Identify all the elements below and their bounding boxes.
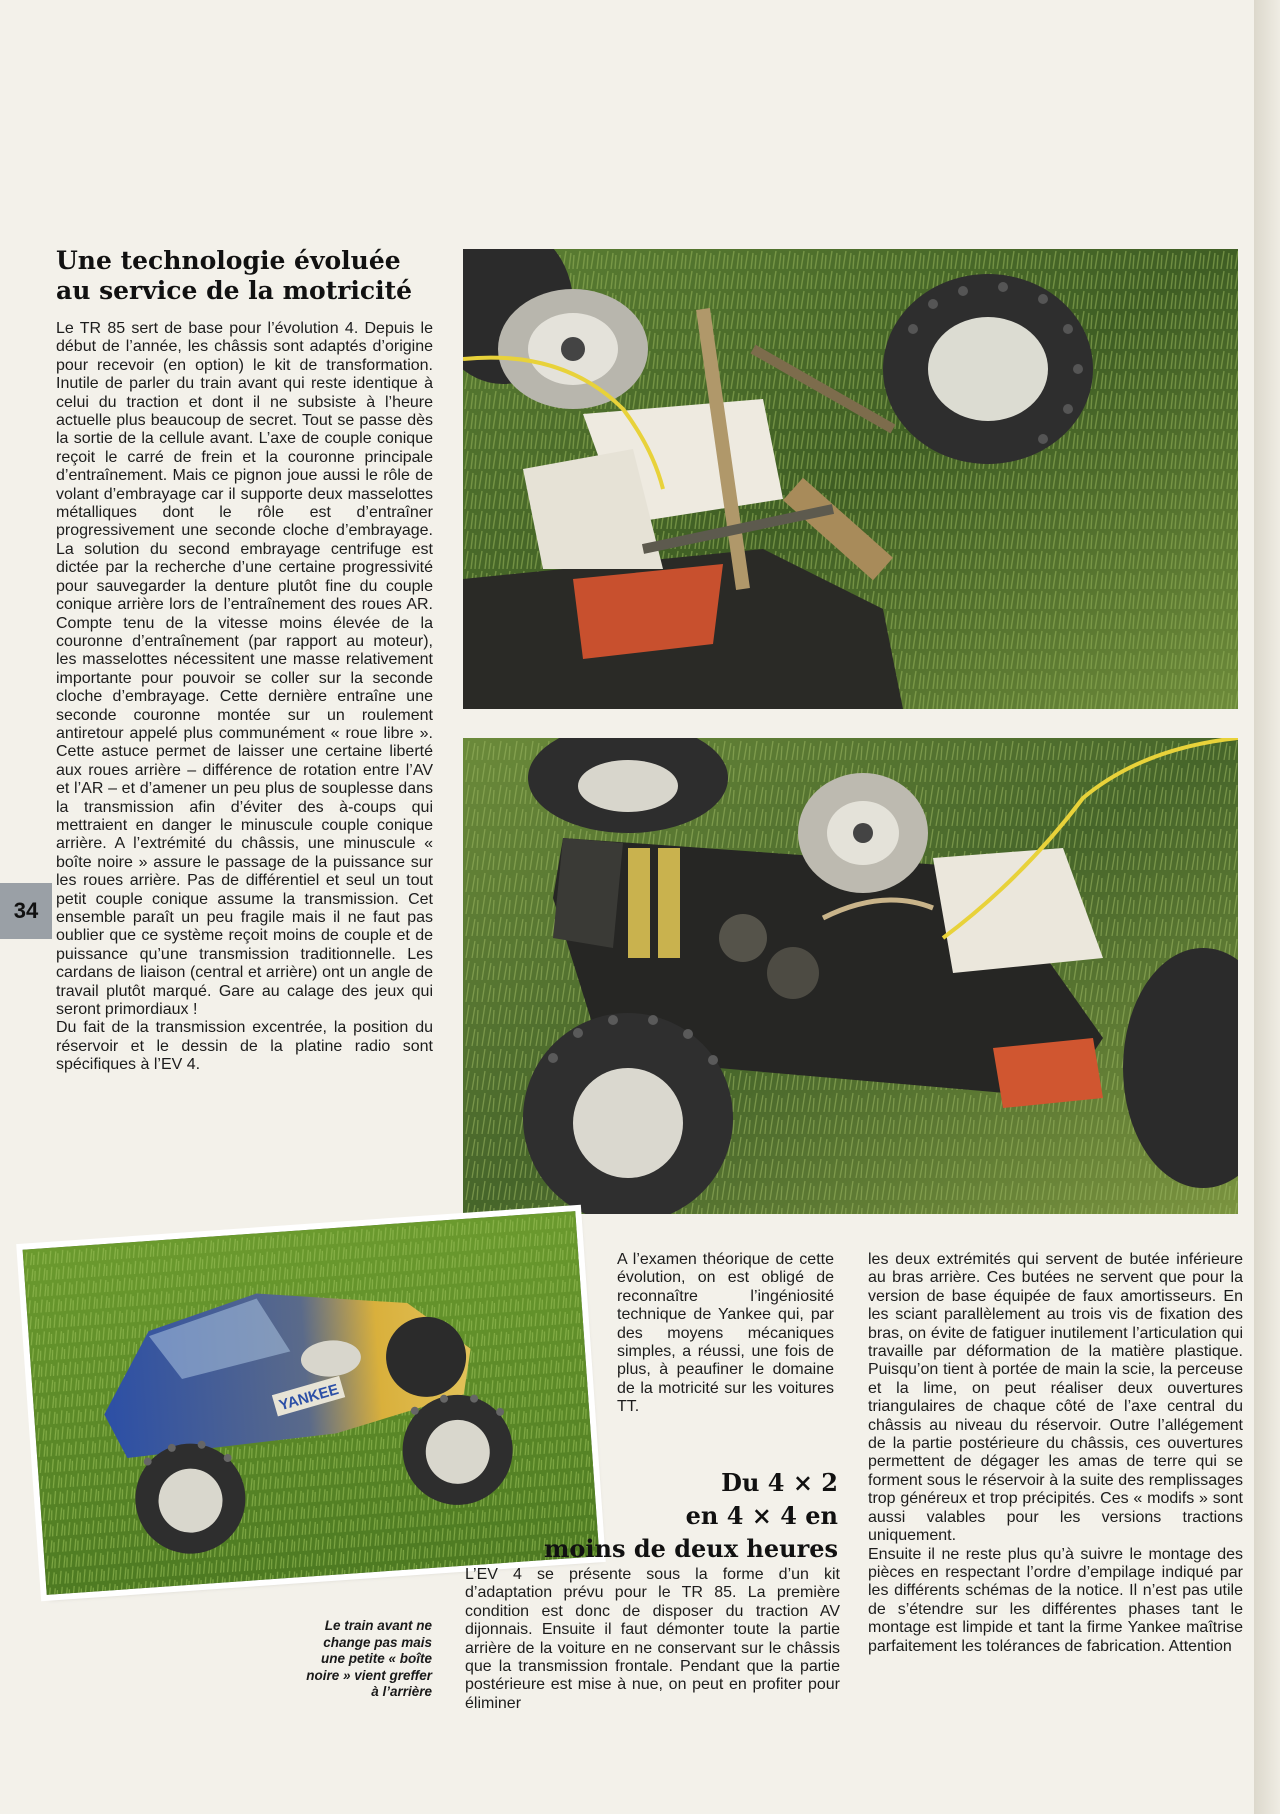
- col3-paragraph: L’EV 4 se présente sous la forme d’un kit d’adaptation prévu pour le TR 85. La première condition est donc de disposer du traction AV dijonnais. Ensuite il faut démonter toute la partie arrière de la voiture en ne conservant sur le châssis que la transmission frontale. Pendant que la partie postérieure est mise à nue, on peut en profiter pour éliminer: [465, 1566, 840, 1712]
- col4-paragraph-2: Ensuite il ne reste plus qu’à suivre le montage des pièces en respectant l’ordre d’empilage indiqué par les différents schémas de la notice. Il n’est pas utile de s’étendre sur les différentes phases tant le montage est limpide et tant la firme Yankee maîtrise parfaitement les tolérances de fabrication. Attention: [868, 1545, 1243, 1655]
- car-yankee-label: YANKEE: [277, 1381, 341, 1415]
- col1-paragraph-2: Du fait de la transmission excentrée, la position du réservoir et le dessin de la platine radio sont spécifiques à l’EV 4.: [56, 1019, 433, 1074]
- page-number: 34: [13, 898, 39, 923]
- headline-line-2: au service de la motricité: [56, 276, 413, 305]
- subhead-line-3: moins de deux heures: [544, 1534, 838, 1563]
- page-number-tab: [0, 883, 52, 939]
- body-column-1: [56, 320, 433, 1075]
- body-column-4: [868, 1251, 1243, 1656]
- body-column-3: [465, 1566, 840, 1713]
- subhead-line-1: Du 4 × 2: [721, 1468, 838, 1497]
- section-subhead: [465, 1466, 838, 1565]
- page-edge: [1254, 0, 1280, 1814]
- photo-caption: Le train avant ne change pas mais une petite « boîte noire » vient greffer à l’arrière: [306, 1618, 432, 1699]
- subhead-line-2: en 4 × 4 en: [685, 1501, 838, 1530]
- col2-paragraph: A l’examen théorique de cette évolution, on est obligé de reconnaître l’ingéniosité technique de Yankee qui, par des moyens mécaniques simples, a réussi, une fois de plus, à peaufiner le domaine de la motricité sur les voitures TT.: [617, 1251, 834, 1416]
- headline-line-1: Une technologie évoluée: [56, 246, 401, 275]
- col1-paragraph-1: Le TR 85 sert de base pour l’évolution 4. Depuis le début de l’année, les châssis sont adaptés d’origine pour recevoir (en option) le kit de transformation. Inutile de parler du train avant qui reste identique à celui du traction et dont il ne subsiste à l’heure actuelle plus beaucoup de secret. Tout se passe dès la sortie de la cellule avant. L’axe de couple conique reçoit le carré de frein et la couronne principale d’entraînement. Mais ce pignon joue aussi le rôle de volant d’embrayage car il supporte deux masselottes métalliques dont le rôle est d’entraîner progressivement une seconde cloche d’embrayage. La solution du second embrayage centrifuge est dictée par la recherche d’une certaine progressivité pour sauvegarder la denture plutôt fine du couple conique arrière lors de l’entraînement des roues AR. Compte tenu de la vitesse moins élevée de la couronne d’entraînement (par rapport au moteur), les masselottes nécessitent une masse relativement importante pour pouvoir se coller sur la seconde cloche d’embrayage. Cette dernière entraîne une seconde couronne montée sur un roulement antiretour appelé plus communément « roue libre ». Cette astuce permet de laisser une certaine liberté aux roues arrière – différence de rotation entre l’AV et l’AR – et d’amener un peu plus de souplesse dans la transmission afin d’éviter des à-coups qui mettraient en danger le minuscule couple conique arrière. A l’extrémité du châssis, une minuscule « boîte noire » assure le passage de la puissance sur les roues arrière. Pas de différentiel et seul un tout petit couple conique assume la transmission. Cet ensemble paraît un peu fragile mais il ne faut pas oublier que ce système reçoit moins de couple et de puissance qu’une transmission traditionnelle. Les cardans de liaison (central et arrière) ont un angle de travail plutôt marqué. Gare au calage des jeux qui seront primordiaux !: [56, 320, 433, 1019]
- photo-engine-closeup: [463, 249, 1238, 709]
- col4-paragraph-1: les deux extrémités qui servent de butée inférieure au bras arrière. Ces butées ne servent que pour la version de base équipée de faux amortisseurs. En les sciant parallèlement au trois vis de fixation des bras, on évite de fatiguer inutilement l’articulation qui travaille par déformation de la matière plastique. Puisqu’on tient à portée de main la scie, la perceuse et la lime, on peut réaliser deux ouvertures triangulaires de chaque côté de l’axe central du châssis au niveau du réservoir. Outre l’allégement de la partie postérieure du châssis, ces ouvertures permettent de dégager les amas de terre qui se forment sous le réservoir à la suite des remplissages trop généreux et trop précipités. Ces « modifs » sont aussi valables pour les versions tractions uniquement.: [868, 1251, 1243, 1545]
- article-headline: [56, 246, 456, 306]
- photo-chassis-overview: [463, 738, 1238, 1214]
- body-column-2: [617, 1251, 834, 1417]
